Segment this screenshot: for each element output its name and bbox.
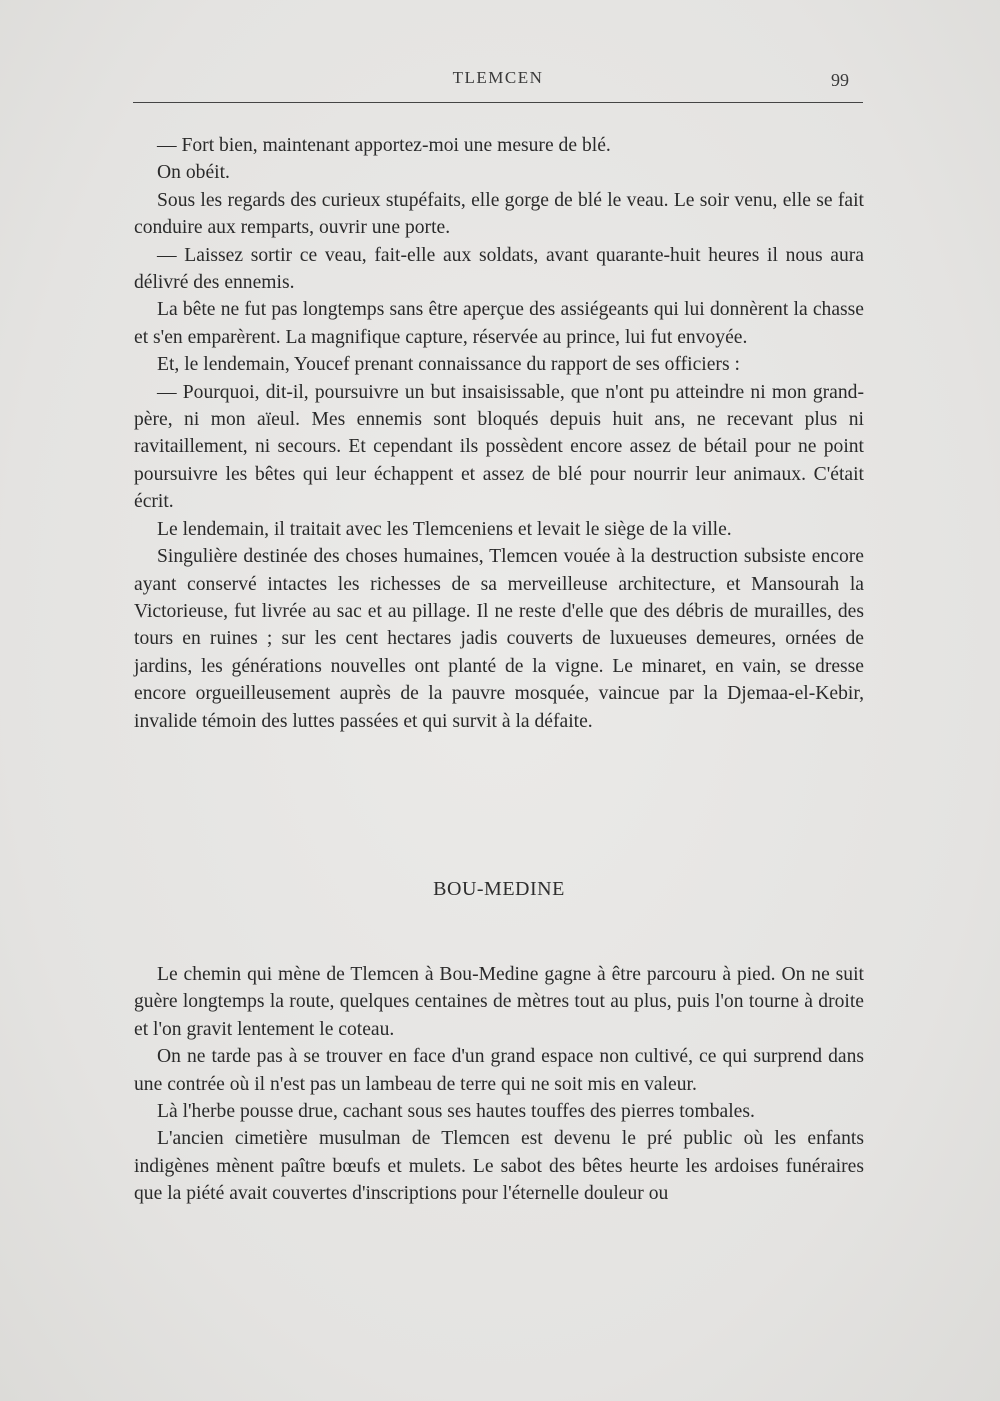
paragraph: Le lendemain, il traitait avec les Tlemceniens et levait le siège de la ville.: [157, 518, 732, 540]
paragraph: L'ancien cimetière musulman de Tlemcen est devenu le pré public où les enfants indigènes mènent paître bœufs et mulets. Le sabot des bêtes heurte les ardoises funéraires que la piété avait couvertes d'inscriptions pour l'éternelle douleur ou: [134, 1128, 864, 1205]
paragraph: Singulière destinée des choses humaines, Tlemcen vouée à la destruction subsiste encore ayant conservé intactes les richesses de sa merveilleuse architecture, et Mansourah la Victorieuse, fut livrée au sac et au pillage. Il ne reste d'elle que des débris de murailles, des tours en ruines ; sur les cent hectares jadis couverts de luxueuses demeures, ornées de jardins, les générations nouvelles ont planté de la vigne. Le minaret, en vain, se dresse encore orgueilleusement auprès de la pauvre mosquée, vaincue par la Djemaa-el-Kebir, invalide témoin des luttes passées et qui survit à la défaite.: [134, 546, 864, 732]
page-number: 99: [831, 70, 849, 90]
running-title: TLEMCEN: [452, 68, 544, 87]
paragraph: On ne tarde pas à se trouver en face d'un grand espace non cultivé, ce qui surprend dans une contrée où il n'est pas un lambeau de terre qui ne soit mis en valeur.: [134, 1046, 864, 1095]
paragraph: La bête ne fut pas longtemps sans être aperçue des assiégeants qui lui donnèrent la chasse et s'en emparèrent. La magnifique capture, réservée au prince, lui fut envoyée.: [134, 299, 864, 348]
paragraph: Là l'herbe pousse drue, cachant sous ses hautes touffes des pierres tombales.: [157, 1101, 755, 1123]
paragraph: Le chemin qui mène de Tlemcen à Bou-Medine gagne à être parcouru à pied. On ne suit guère longtemps la route, quelques centaines de mètres tout au plus, puis l'on tourne à droite et l'on gravit lentement le coteau.: [134, 964, 864, 1040]
section-heading: BOU-MEDINE: [433, 878, 565, 900]
running-head: [133, 66, 863, 106]
paragraph: — Fort bien, maintenant apportez-moi une mesure de blé.: [157, 135, 611, 156]
paragraph: Et, le lendemain, Youcef prenant connaissance du rapport de ses officiers :: [157, 354, 740, 376]
paragraph: — Pourquoi, dit-il, poursuivre un but insaisissable, que n'ont pu atteindre ni mon grand-père, ni mon aïeul. Mes ennemis sont bloqués depuis huit ans, ne recevant plus ni ravitaillement, ni secours. Et cependant ils possèdent encore assez de bétail pour ne point poursuivre les bêtes qui leur échappent et assez de blé pour nourrir leur animaux. C'était écrit.: [134, 381, 864, 513]
text-block-tlemcen: [134, 132, 864, 735]
paragraph: — Laissez sortir ce veau, fait-elle aux soldats, avant quarante-huit heures il nous aura délivré des ennemis.: [134, 244, 864, 294]
paragraph: On obéit.: [157, 162, 230, 184]
header-rule: [133, 102, 863, 103]
paragraph: Sous les regards des curieux stupéfaits, elle gorge de blé le veau. Le soir venu, elle se fait conduire aux remparts, ouvrir une porte.: [134, 189, 864, 239]
text-block-bou-medine: [134, 961, 864, 1208]
